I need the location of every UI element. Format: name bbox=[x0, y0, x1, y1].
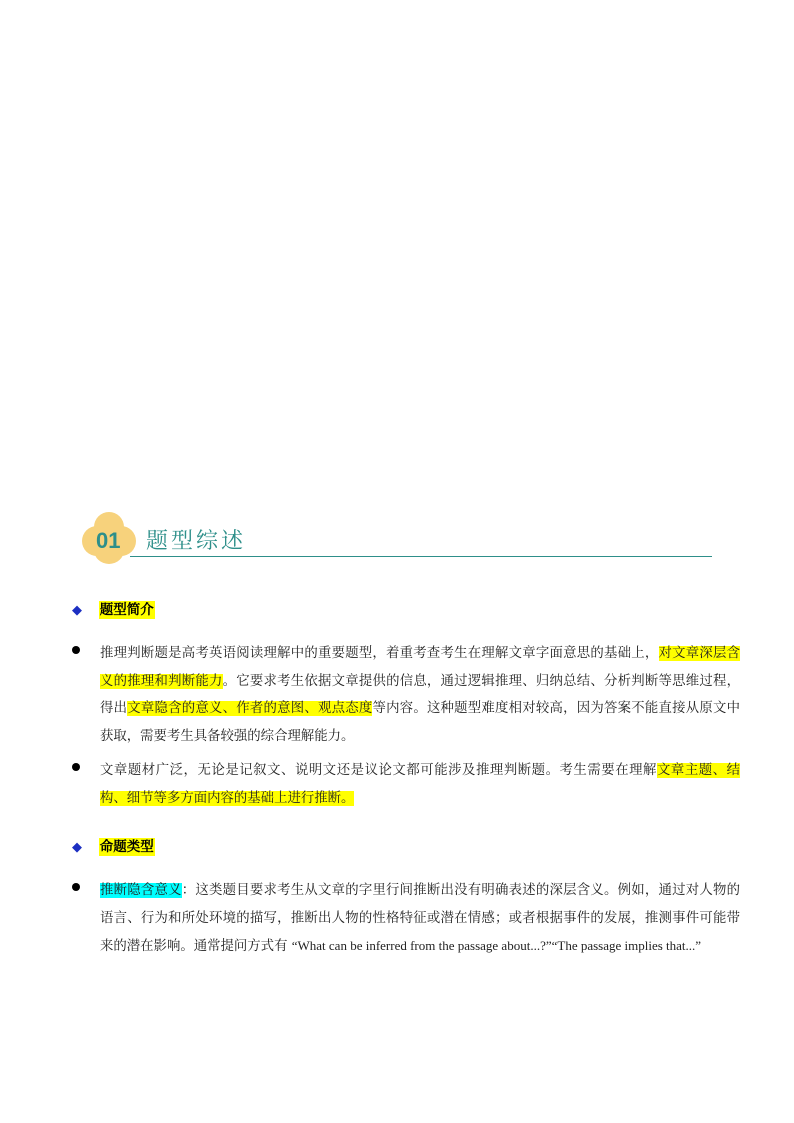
bullet-dot-icon bbox=[72, 646, 80, 654]
subheading-label: 命题类型 bbox=[99, 839, 154, 855]
section-title: 题型综述 bbox=[146, 529, 247, 554]
subheading-label: 题型简介 bbox=[99, 602, 154, 618]
section-header bbox=[80, 510, 712, 566]
diamond-icon: ◆ bbox=[72, 603, 82, 618]
list-item bbox=[72, 757, 740, 812]
highlight: 对文章深层含义的推理和判断能力 bbox=[100, 646, 741, 689]
list-item bbox=[72, 877, 740, 961]
paragraph: 推断隐含意义：这类题目要求考生从文章的字里行间推断出没有明确表述的深层含义。例如，通过对人物的语言、行为和所处环境的描写，推断出人物的性格特征或潜在情感；或者根据事件的发展，推测事件可能带来的潜在影响。通常提问方式有 “What can be inferred from the passage about...?”“The passage implies that...” bbox=[100, 883, 740, 954]
bullet-dot-icon bbox=[72, 883, 80, 891]
term-highlight: 推断隐含意义 bbox=[100, 883, 182, 898]
subheading-intro bbox=[72, 598, 155, 618]
subheading-types bbox=[72, 835, 155, 855]
section-number: 01 bbox=[96, 528, 121, 553]
paragraph: 推理判断题是高考英语阅读理解中的重要题型，着重考查考生在理解文章字面意思的基础上，对文章深层含义的推理和判断能力。它要求考生依据文章提供的信息，通过逻辑推理、归纳总结、分析判断等思维过程，得出文章隐含的意义、作者的意图、观点态度等内容。这种题型难度相对较高，因为答案不能直接从原文中获取，需要考生具备较强的综合理解能力。 bbox=[100, 646, 741, 744]
example-questions: “What can be inferred from the passage about...?”“The passage implies that...” bbox=[291, 938, 702, 953]
highlight: 文章主题、结构、细节等多方面内容的基础上进行推断。 bbox=[100, 763, 740, 806]
section-divider bbox=[130, 556, 712, 557]
bullet-dot-icon bbox=[72, 763, 80, 771]
highlight: 文章隐含的意义、作者的意图、观点态度 bbox=[127, 701, 373, 716]
paragraph: 文章题材广泛，无论是记叙文、说明文还是议论文都可能涉及推理判断题。考生需要在理解文章主题、结构、细节等多方面内容的基础上进行推断。 bbox=[100, 763, 740, 806]
diamond-icon: ◆ bbox=[72, 840, 82, 855]
list-item bbox=[72, 640, 740, 750]
